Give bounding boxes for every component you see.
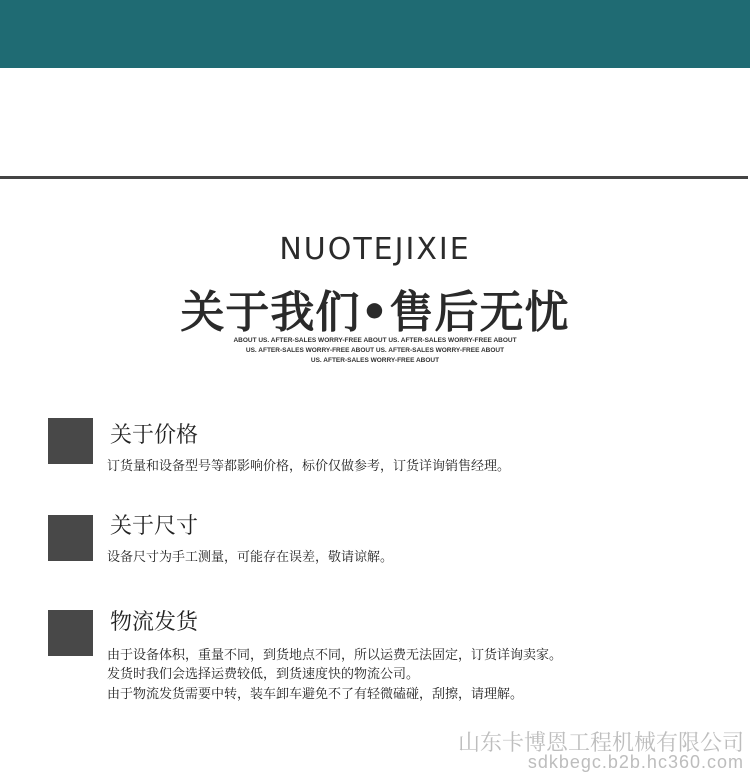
brand-name: NUOTEJIXIE — [279, 232, 471, 267]
section-title: 关于价格 — [110, 423, 199, 448]
tagline — [225, 336, 525, 366]
square-icon — [48, 610, 93, 656]
square-icon — [48, 515, 93, 561]
section-title: 关于尺寸 — [110, 514, 199, 539]
divider-line — [0, 176, 748, 179]
headline: 关于我们•售后无忧 — [180, 287, 570, 338]
top-color-band — [0, 0, 750, 68]
section-text: 由于物流发货需要中转，装车卸车避免不了有轻微磕碰，刮擦，请理解。 — [107, 687, 524, 702]
section-text: 由于设备体积，重量不同，到货地点不同，所以运费无法固定，订货详询卖家。 — [107, 648, 563, 663]
section-text: 设备尺寸为手工测量，可能存在误差，敬请谅解。 — [107, 550, 394, 565]
tagline-line: US. AFTER-SALES WORRY-FREE ABOUT US. AFTER-SALES WORRY-FREE ABOUT — [245, 347, 505, 354]
section-text: 订货量和设备型号等都影响价格，标价仅做参考，订货详询销售经理。 — [107, 459, 511, 474]
tagline-line: ABOUT US. AFTER-SALES WORRY-FREE ABOUT US. AFTER-SALES WORRY-FREE ABOUT — [233, 337, 517, 344]
square-icon — [48, 418, 93, 464]
tagline-line: US. AFTER-SALES WORRY-FREE ABOUT — [310, 357, 440, 364]
section-title: 物流发货 — [110, 610, 199, 635]
watermark-company: 山东卡博恩工程机械有限公司 — [457, 731, 744, 756]
watermark-url: sdkbegc.b2b.hc360.com — [527, 752, 744, 772]
section-text: 发货时我们会选择运费较低，到货速度快的物流公司。 — [107, 667, 420, 682]
